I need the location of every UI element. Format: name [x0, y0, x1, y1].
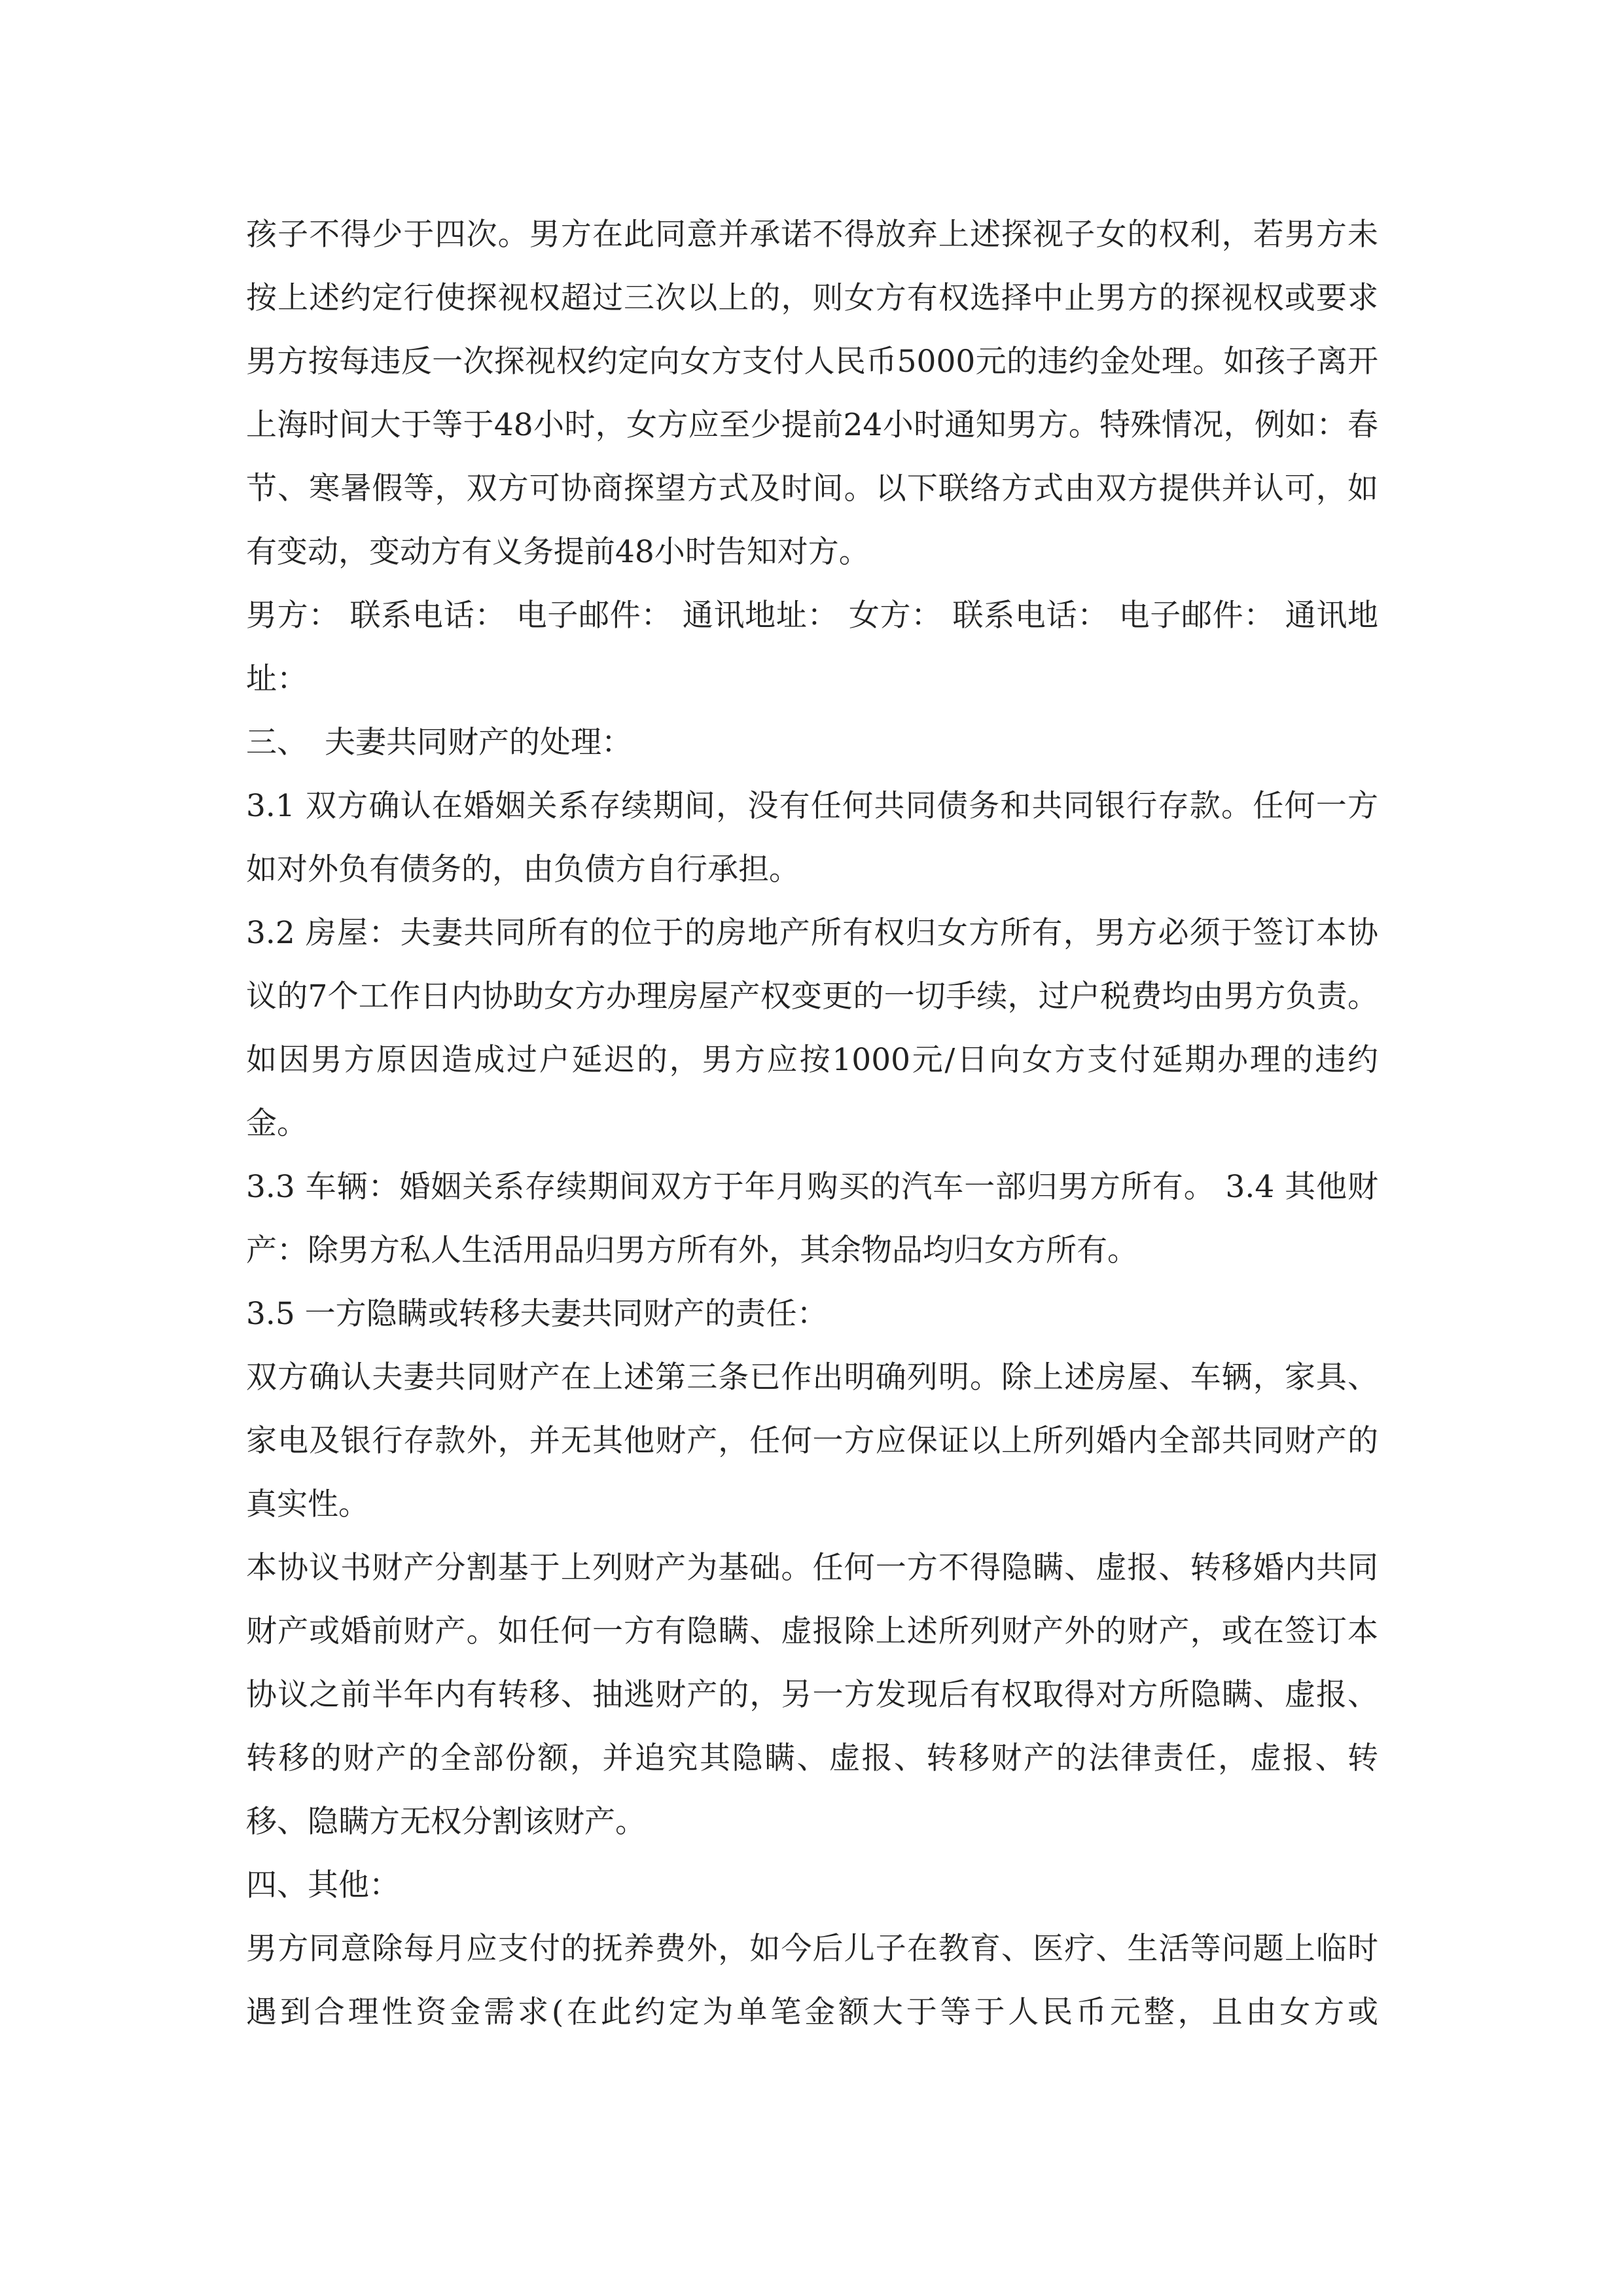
clause-3-1-paragraph: 3.1 双方确认在婚姻关系存续期间，没有任何共同债务和共同银行存款。任何一方如对外负有债务的，由负债方自行承担。 [246, 788, 1378, 888]
visitation-paragraph: 孩子不得少于四次。男方在此同意并承诺不得放弃上述探视子女的权利，若男方未按上述约定行使探视权超过三次以上的，则女方有权选择中止男方的探视权或要求男方按每违反一次探视权约定向女方支付人民币5000元的违约金处理。如孩子离开上海时间大于等于48小时，女方应至少提前24小时通知男方。特殊情况，例如：春节、寒暑假等，双方可协商探望方式及时间。以下联络方式由双方提供并认可，如有变动，变动方有义务提前48小时告知对方。 [246, 217, 1378, 570]
section-4-heading: 四、其他： [246, 1867, 400, 1903]
contact-info-paragraph: 男方： 联系电话： 电子邮件： 通讯地址： 女方： 联系电话： 电子邮件： 通讯地址： [246, 598, 1378, 697]
section-4-paragraph-1: 男方同意除每月应支付的抚养费外，如今后儿子在教育、医疗、生活等问题上临时遇到合理性资金需求(在此约定为单笔金额大于等于人民币元整，且由女方或 [246, 1931, 1378, 2030]
clause-3-2-paragraph: 3.2 房屋：夫妻共同所有的位于的房地产所有权归女方所有，男方必须于签订本协议的7个工作日内协助女方办理房屋产权变更的一切手续，过户税费均由男方负责。如因男方原因造成过户延迟的，男方应按1000元/日向女方支付延期办理的违约金。 [246, 915, 1378, 1141]
document-body [246, 203, 1378, 2044]
clause-3-5-title: 3.5 一方隐瞒或转移夫妻共同财产的责任： [246, 1296, 828, 1332]
clause-3-3-paragraph: 3.3 车辆：婚姻关系存续期间双方于年月购买的汽车一部归男方所有。 3.4 其他财产：除男方私人生活用品归男方所有外，其余物品均归女方所有。 [246, 1169, 1378, 1268]
section-3-number: 三、 [246, 725, 308, 761]
clause-3-5-paragraph-2: 本协议书财产分割基于上列财产为基础。任何一方不得隐瞒、虚报、转移婚内共同财产或婚前财产。如任何一方有隐瞒、虚报除上述所列财产外的财产，或在签订本协议之前半年内有转移、抽逃财产的，另一方发现后有权取得对方所隐瞒、虚报、转移的财产的全部份额，并追究其隐瞒、虚报、转移财产的法律责任，虚报、转移、隐瞒方无权分割该财产。 [246, 1550, 1378, 1840]
section-3-title: 夫妻共同财产的处理： [325, 725, 632, 761]
clause-3-5-paragraph-1: 双方确认夫妻共同财产在上述第三条已作出明确列明。除上述房屋、车辆，家具、家电及银行存款外，并无其他财产，任何一方应保证以上所列婚内全部共同财产的真实性。 [246, 1359, 1378, 1522]
section-3-heading [246, 711, 1378, 774]
